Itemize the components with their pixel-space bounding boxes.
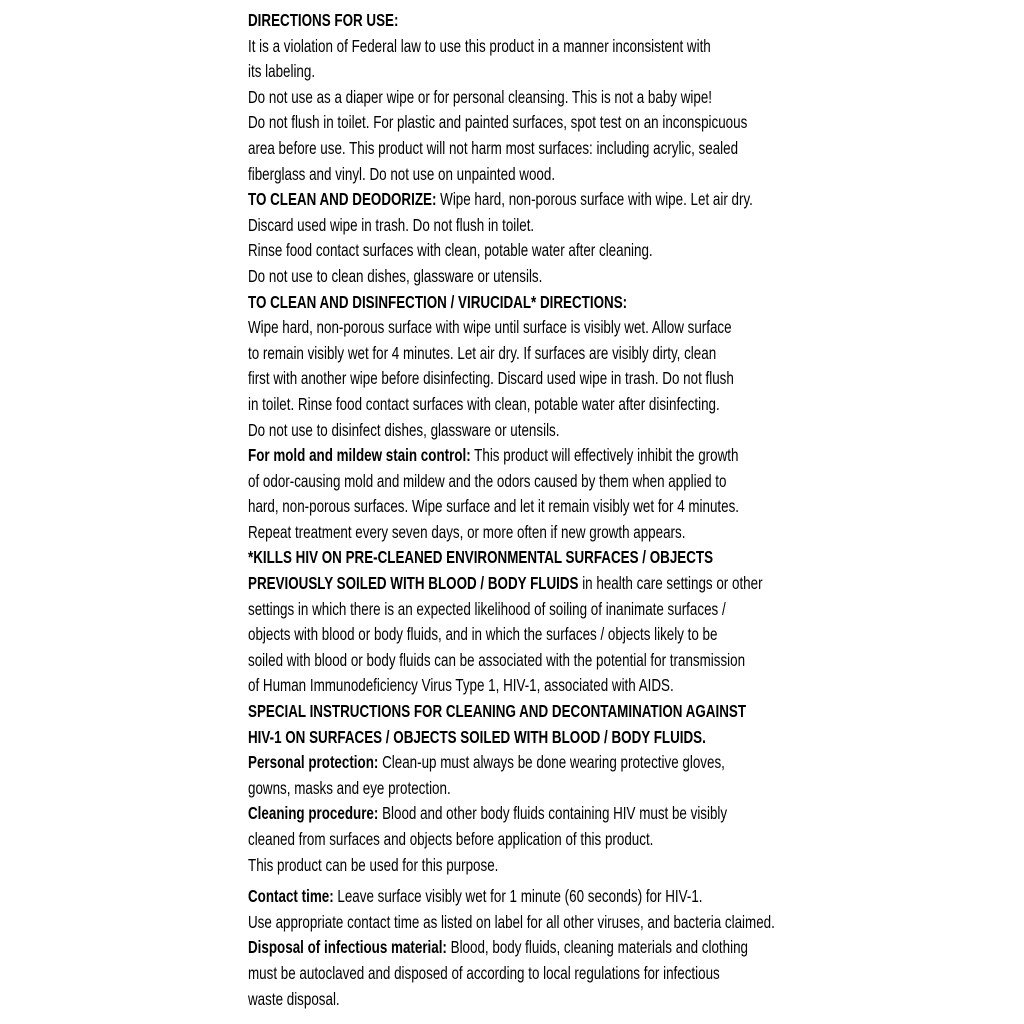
mold-line-1 <box>248 443 739 469</box>
directions-line-6: fiberglass and vinyl. Do not use on unpainted wood. <box>248 163 556 184</box>
cleaning-heading: Cleaning procedure: <box>248 803 379 824</box>
disposal-line-3: waste disposal. <box>248 988 340 1009</box>
protection-line-1 <box>248 750 725 776</box>
disinfection-line-5: Do not use to disinfect dishes, glassware or utensils. <box>248 419 560 440</box>
directions-line-2: its labeling. <box>248 61 316 82</box>
directions-line-3: Do not use as a diaper wipe or for personal cleansing. This is not a baby wipe! <box>248 86 713 107</box>
mold-line-3: hard, non-porous surfaces. Wipe surface and let it remain visibly wet for 4 minutes. <box>248 496 740 517</box>
mold-line-4: Repeat treatment every seven days, or more often if new growth appears. <box>248 521 686 542</box>
contact-line-2: Use appropriate contact time as listed on label for all other viruses, and bacteria claimed. <box>248 911 775 932</box>
mold-line-1-text: This product will effectively inhibit the growth <box>470 445 739 466</box>
cleaning-line-1 <box>248 801 728 827</box>
label-text-block <box>248 8 788 1012</box>
disposal-line-1 <box>248 935 748 961</box>
deodorize-line-1 <box>248 187 753 213</box>
protection-heading: Personal protection: <box>248 752 379 773</box>
directions-line-1: It is a violation of Federal law to use this product in a manner inconsistent with <box>248 35 711 56</box>
deodorize-line-3: Rinse food contact surfaces with clean, potable water after cleaning. <box>248 240 653 261</box>
deodorize-line-4: Do not use to clean dishes, glassware or utensils. <box>248 265 543 286</box>
hiv-line-1-text: in health care settings or other <box>578 573 763 594</box>
disinfection-line-3: first with another wipe before disinfecting. Discard used wipe in trash. Do not flush <box>248 368 734 389</box>
directions-line-4: Do not flush in toilet. For plastic and painted surfaces, spot test on an inconspicuous <box>248 112 748 133</box>
hiv-heading-2: PREVIOUSLY SOILED WITH BLOOD / BODY FLUIDS <box>248 573 579 594</box>
disposal-line-1-text: Blood, body fluids, cleaning materials and clothing <box>446 937 748 958</box>
cleaning-line-2: cleaned from surfaces and objects before application of this product. <box>248 829 654 849</box>
deodorize-line-1-text: Wipe hard, non-porous surface with wipe. Let air dry. <box>436 189 753 210</box>
deodorize-line-2: Discard used wipe in trash. Do not flush in toilet. <box>248 214 535 235</box>
directions-line-5: area before use. This product will not harm most surfaces: including acrylic, sealed <box>248 137 739 158</box>
disinfection-line-2: to remain visibly wet for 4 minutes. Let air dry. If surfaces are visibly dirty, clean <box>248 342 717 363</box>
hiv-line-5: of Human Immunodeficiency Virus Type 1, HIV-1, associated with AIDS. <box>248 675 674 696</box>
disinfection-line-4: in toilet. Rinse food contact surfaces with clean, potable water after disinfecting. <box>248 393 720 414</box>
protection-line-1-text: Clean-up must always be done wearing protective gloves, <box>378 752 725 773</box>
cleaning-line-1-text: Blood and other body fluids containing HIV must be visibly <box>378 803 728 824</box>
mold-line-2: of odor-causing mold and mildew and the odors caused by them when applied to <box>248 470 727 491</box>
protection-line-2: gowns, masks and eye protection. <box>248 777 451 798</box>
disinfection-heading: TO CLEAN AND DISINFECTION / VIRUCIDAL* DIRECTIONS: <box>248 291 628 312</box>
contact-line-1 <box>248 884 703 910</box>
disposal-line-2: must be autoclaved and disposed of according to local regulations for infectious <box>248 962 720 983</box>
directions-heading: DIRECTIONS FOR USE: <box>248 10 399 30</box>
cleaning-line-3: This product can be used for this purpose. <box>248 854 499 875</box>
deodorize-heading: TO CLEAN AND DEODORIZE: <box>248 189 437 210</box>
disinfection-line-1: Wipe hard, non-porous surface with wipe until surface is visibly wet. Allow surface <box>248 317 732 338</box>
disposal-heading: Disposal of infectious material: <box>248 937 447 958</box>
hiv-line-1 <box>248 571 763 597</box>
special-heading-1: SPECIAL INSTRUCTIONS FOR CLEANING AND DECONTAMINATION AGAINST <box>248 701 747 722</box>
mold-heading: For mold and mildew stain control: <box>248 445 471 466</box>
hiv-heading-1: *KILLS HIV ON PRE-CLEANED ENVIRONMENTAL SURFACES / OBJECTS <box>248 547 714 568</box>
hiv-line-4: soiled with blood or body fluids can be associated with the potential for transmission <box>248 649 746 670</box>
hiv-line-3: objects with blood or body fluids, and in which the surfaces / objects likely to be <box>248 624 718 645</box>
contact-line-1-text: Leave surface visibly wet for 1 minute (60 seconds) for HIV-1. <box>333 886 703 907</box>
hiv-line-2: settings in which there is an expected likelihood of soiling of inanimate surfaces / <box>248 598 726 619</box>
special-heading-2: HIV-1 ON SURFACES / OBJECTS SOILED WITH BLOOD / BODY FLUIDS. <box>248 726 706 747</box>
contact-heading: Contact time: <box>248 886 334 907</box>
